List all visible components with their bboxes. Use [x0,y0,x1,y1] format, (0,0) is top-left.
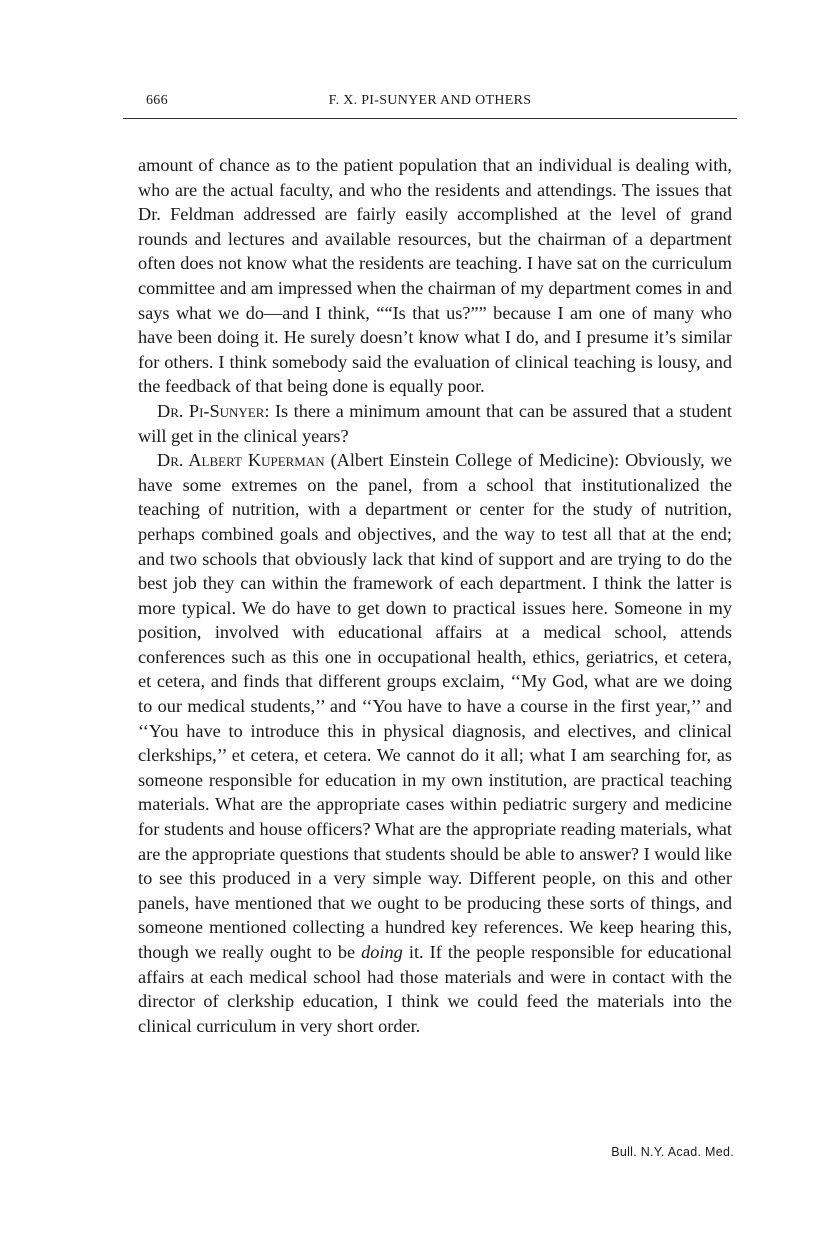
speech-text: : Is there a minimum amount that can be assured that a student will get in the clinical years? [138,400,732,446]
speaker-name: Dr. Pi-Sunyer [157,400,265,421]
paragraph-kuperman [138,448,732,1038]
emphasized-word: doing [361,942,403,962]
speech-text: (Albert Einstein College of Medicine): Obviously, we have some extremes on the panel, from a school that institutionalized the teaching of nutrition, with a department or center for the study of nutrition, perhaps combined goals and objectives, and the way to test all that at the end; and two schools that obviously lack that kind of support and are trying to do the best job they can within the framework of each department. I think the latter is more typical. We do have to get down to practical issues here. Someone in my position, involved with educational affairs at a medical school, attends conferences such as this one in occupational health, ethics, geriatrics, et cetera, et cetera, and finds that different groups exclaim, ‘‘My God, what are we doing to our medical students,’’ and ‘‘You have to have a course in the first year,’’ and ‘‘You have to introduce this in physical diagnosis, and electives, and clinical clerkships,’’ et cetera, et cetera. We cannot do it all; what I am searching for, as someone responsible for education in my own institution, are practical teaching materials. What are the appropriate cases within pediatric surgery and medicine for students and house officers? What are the appropriate reading materials, what are the appropriate questions that students should be able to answer? I would like to see this produced in a very simple way. Different people, on this and other panels, have mentioned that we ought to be producing these sorts of things, and someone mentioned collecting a hundred key references. We keep hearing this, though we really ought to be [138,450,732,962]
article-body [138,153,732,1038]
running-title: F. X. PI-SUNYER AND OTHERS [328,93,532,108]
speaker-name: Dr. Albert Kuperman [157,450,325,471]
header-rule [123,118,737,119]
running-head [123,91,737,113]
paragraph-continuation: amount of chance as to the patient population that an individual is dealing with, who are the actual faculty, and who the residents and attendings. The issues that Dr. Feldman addressed are fairly easily accomplished at the level of grand rounds and lectures and available resources, but the chairman of a department often does not know what the residents are teaching. I have sat on the curriculum committee and am impressed when the chairman of my department comes in and says what we do—and I think, ““Is that us?”” because I am one of many who have been doing it. He surely doesn’t know what I do, and I presume it’s similar for others. I think somebody said the evaluation of clinical teaching is lousy, and the feedback of that being done is equally poor. [138,155,732,397]
speech-text-end: it. If the people responsible for educational affairs at each medical school had those materials and were in contact with the director of clerkship education, I think we could feed the materials into the clinical curriculum in very short order. [138,942,732,1036]
journal-citation: Bull. N.Y. Acad. Med. [611,1145,734,1159]
page-number: 666 [146,93,168,108]
paragraph-pi-sunyer [138,399,732,448]
